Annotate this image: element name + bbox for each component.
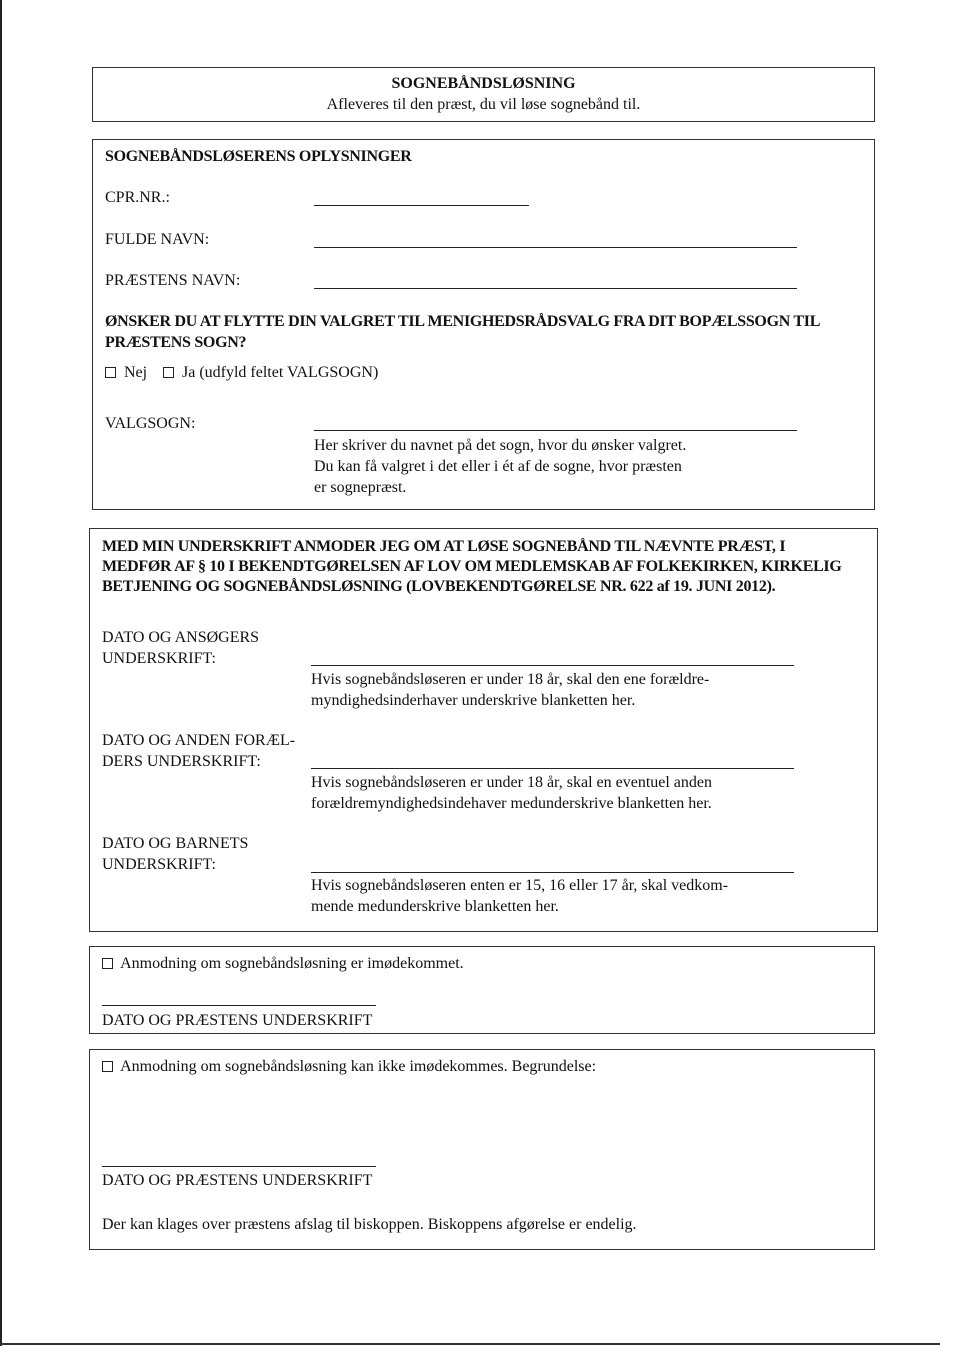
child-signature-hint-1: Hvis sognebåndsløseren enten er 15, 16 eller 17 år, skal vedkom- [311,877,729,894]
signature-section [89,528,878,932]
full-name-input[interactable] [314,247,797,248]
parent-signature-label-1: DATO OG ANDEN FORÆL- [102,732,296,749]
child-signature-input[interactable] [311,872,794,873]
applicant-signature-hint-2: myndighedsinderhaver underskrive blanketten her. [311,692,636,709]
valgret-question-line1: ØNSKER DU AT FLYTTE DIN VALGRET TIL MENIGHEDSRÅDSVALG FRA DIT BOPÆLSSOGN TIL [105,313,821,330]
parent-signature-hint-2: forældremyndighedsindehaver medunderskrive blanketten her. [311,795,712,812]
page-bottom-edge [0,1343,940,1345]
nej-label: Nej [124,364,148,381]
approved-option[interactable] [102,955,464,973]
valgsogn-hint-2: Du kan få valgret i det eller i ét af de sogne, hvor præsten [314,458,682,475]
approved-checkbox[interactable] [102,958,113,969]
applicant-signature-label-1: DATO OG ANSØGERS [102,629,260,646]
ja-checkbox[interactable] [163,367,174,378]
applicant-heading: SOGNEBÅNDSLØSERENS OPLYSNINGER [105,148,412,165]
child-signature-hint-2: mende medunderskrive blanketten her. [311,898,559,915]
cpr-input[interactable] [314,205,529,206]
rejected-section [89,1049,875,1250]
approved-signature-input[interactable] [102,1005,376,1006]
nej-checkbox[interactable] [105,367,116,378]
rejected-signature-input[interactable] [102,1166,376,1167]
child-signature-label-1: DATO OG BARNETS [102,835,249,852]
child-signature-label-2: UNDERSKRIFT: [102,856,216,873]
parent-signature-hint-1: Hvis sognebåndsløseren er under 18 år, skal en eventuel anden [311,774,713,791]
statement-line-1: MED MIN UNDERSKRIFT ANMODER JEG OM AT LØSE SOGNEBÅND TIL NÆVNTE PRÆST, I [102,538,786,555]
statement-line-3: BETJENING OG SOGNEBÅNDSLØSNING (LOVBEKENDTGØRELSE NR. 622 af 19. JUNI 2012). [102,578,776,595]
form-subtitle: Afleveres til den præst, du vil løse sognebånd til. [326,96,641,113]
cpr-label: CPR.NR.: [105,189,170,206]
valgsogn-hint-1: Her skriver du navnet på det sogn, hvor du ønsker valgret. [314,437,687,454]
priest-name-input[interactable] [314,288,797,289]
approved-section [89,946,875,1034]
applicant-signature-hint-1: Hvis sognebåndsløseren er under 18 år, skal den ene forældre- [311,671,710,688]
valgsogn-label: VALGSOGN: [105,415,196,432]
approved-label: Anmodning om sognebåndsløsning er imødekommet. [120,955,464,972]
option-ja[interactable] [163,364,378,382]
rejection-reason-area[interactable] [102,1082,862,1162]
applicant-signature-label-2: UNDERSKRIFT: [102,650,216,667]
page-left-edge [0,0,2,1346]
header-box [92,67,875,122]
valgsogn-input[interactable] [314,430,797,431]
parent-signature-label-2: DERS UNDERSKRIFT: [102,753,261,770]
full-name-label: FULDE NAVN: [105,231,210,248]
option-nej[interactable] [105,364,147,382]
applicant-section [92,139,875,510]
appeal-note: Der kan klages over præstens afslag til biskoppen. Biskoppens afgørelse er endelig. [102,1216,637,1233]
applicant-signature-input[interactable] [311,665,794,666]
rejected-option[interactable] [102,1058,596,1076]
valgret-question-line2: PRÆSTENS SOGN? [105,334,247,351]
rejected-label: Anmodning om sognebåndsløsning kan ikke imødekommes. Begrundelse: [120,1058,597,1075]
ja-label: Ja (udfyld feltet VALGSOGN) [182,364,379,381]
statement-line-2: MEDFØR AF § 10 I BEKENDTGØRELSEN AF LOV OM MEDLEMSKAB AF FOLKEKIRKEN, KIRKELIG [102,558,842,575]
form-title: SOGNEBÅNDSLØSNING [391,75,576,92]
approved-signature-label: DATO OG PRÆSTENS UNDERSKRIFT [102,1012,373,1029]
parent-signature-input[interactable] [311,768,794,769]
rejected-checkbox[interactable] [102,1061,113,1072]
priest-name-label: PRÆSTENS NAVN: [105,272,241,289]
rejected-signature-label: DATO OG PRÆSTENS UNDERSKRIFT [102,1172,373,1189]
valgsogn-hint-3: er sognepræst. [314,479,407,496]
